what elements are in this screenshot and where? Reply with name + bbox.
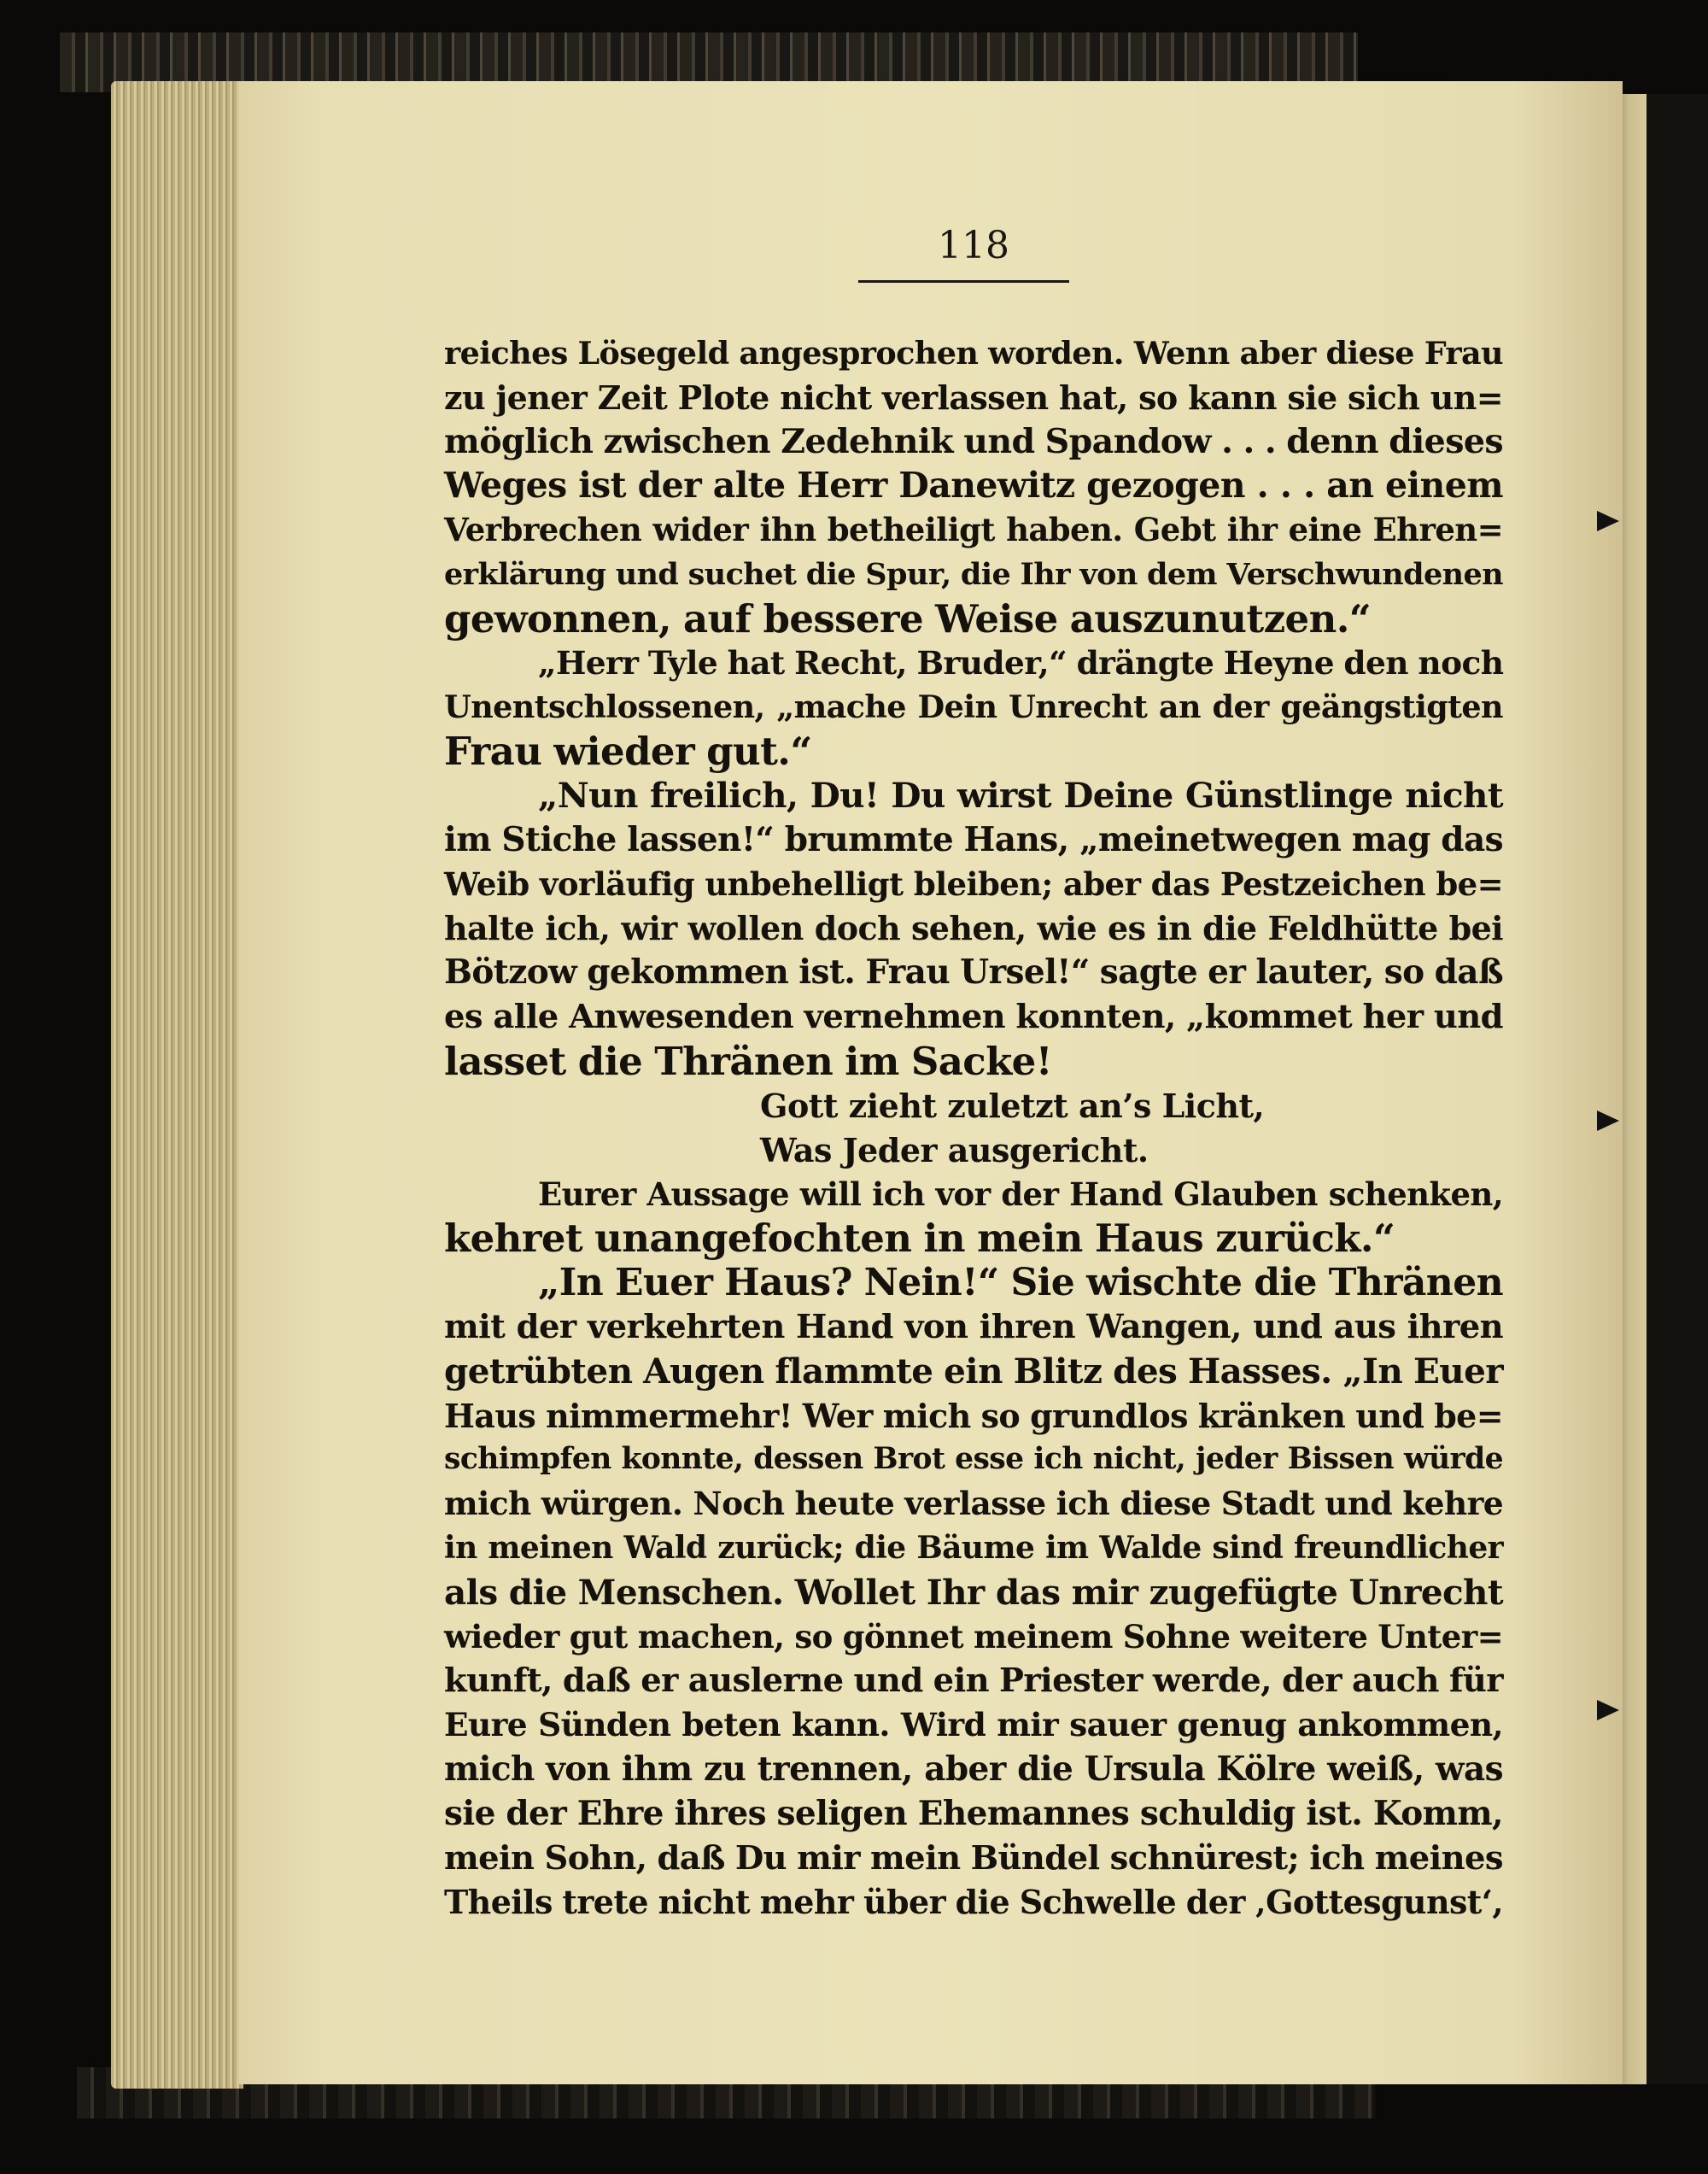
text-line: schimpfen konnte, dessen Brot esse ich nicht, jeder Bissen würde xyxy=(444,1442,1503,1477)
text-line: Verbrechen wider ihn betheiligt haben. Gebt ihr eine Ehren= xyxy=(444,511,1503,549)
text-line: es alle Anwesenden vernehmen konnten, „kommet her und xyxy=(444,997,1503,1036)
verse-line: Was Jeder ausgericht. xyxy=(760,1130,1149,1169)
text-line: mich würgen. Noch heute verlasse ich diese Stadt und kehre xyxy=(444,1485,1503,1523)
text-line: getrübten Augen flammte ein Blitz des Hasses. „In Euer xyxy=(444,1350,1503,1392)
text-line: mit der verkehrten Hand von ihren Wangen, und aus ihren xyxy=(444,1307,1503,1346)
text-line: Haus nimmermehr! Wer mich so grundlos kränken und be= xyxy=(444,1396,1503,1435)
text-line: in meinen Wald zurück; die Bäume im Walde sind freundlicher xyxy=(444,1529,1503,1566)
text-line: lasset die Thränen im Sacke! xyxy=(444,1038,1052,1084)
text-line: möglich zwischen Zedehnik und Spandow . . . denn dieses xyxy=(444,421,1503,461)
text-line: als die Menschen. Wollet Ihr das mir zugefügte Unrecht xyxy=(444,1571,1503,1613)
text-line: Weib vorläufig unbehelligt bleiben; aber das Pestzeichen be= xyxy=(444,864,1503,903)
body-text xyxy=(444,331,1503,1925)
text-line: kehret unangefochten in mein Haus zurück.“ xyxy=(444,1216,1395,1262)
text-line: „Herr Tyle hat Recht, Bruder,“ drängte Heyne den noch xyxy=(538,643,1504,682)
text-line: „Nun freilich, Du! Du wirst Deine Günstlinge nicht xyxy=(538,774,1503,816)
text-line: Weges ist der alte Herr Danewitz gezogen . . . an einem xyxy=(444,465,1503,507)
text-line: gewonnen, auf bessere Weise auszunutzen.“ xyxy=(444,595,1372,642)
page-nick-mark xyxy=(1597,1700,1619,1720)
text-line: halte ich, wir wollen doch sehen, wie es in die Feldhütte bei xyxy=(444,909,1503,948)
page-number: 118 xyxy=(938,224,1009,267)
text-line: sie der Ehre ihres seligen Ehemannes schuldig ist. Komm, xyxy=(444,1793,1503,1833)
text-line: mein Sohn, daß Du mir mein Bündel schnürest; ich meines xyxy=(444,1838,1503,1878)
text-line: im Stiche lassen!“ brummte Hans, „meinetwegen mag das xyxy=(444,819,1503,859)
text-line: Eure Sünden beten kann. Wird mir sauer genug ankommen, xyxy=(444,1706,1503,1744)
page-number-rule xyxy=(858,280,1069,283)
text-line: zu jener Zeit Plote nicht verlassen hat, so kann sie sich un= xyxy=(444,378,1503,417)
background-dark-strip xyxy=(1647,94,1708,2084)
page-nick-mark xyxy=(1597,1110,1619,1131)
text-line: „In Euer Haus? Nein!“ Sie wischte die Thränen xyxy=(538,1261,1503,1305)
text-line: Unentschlossenen, „mache Dein Unrecht an der geängstigten xyxy=(444,689,1503,726)
text-line: Frau wieder gut.“ xyxy=(444,729,812,775)
text-line: mich von ihm zu trennen, aber die Ursula Kölre weiß, was xyxy=(444,1749,1503,1789)
text-line: Eurer Aussage will ich vor der Hand Glauben schenken, xyxy=(538,1175,1503,1213)
text-line: wieder gut machen, so gönnet meinem Sohne weitere Unter= xyxy=(444,1617,1503,1655)
page-stack-edge xyxy=(111,81,243,2089)
page-nick-mark xyxy=(1597,511,1619,531)
text-line: reiches Lösegeld angesprochen worden. Wenn aber diese Frau xyxy=(444,335,1503,372)
text-line: Bötzow gekommen ist. Frau Ursel!“ sagte er lauter, so daß xyxy=(444,952,1503,993)
verse-line: Gott zieht zuletzt an’s Licht, xyxy=(760,1086,1265,1125)
text-line: kunft, daß er auslerne und ein Priester werde, der auch für xyxy=(444,1661,1503,1701)
text-line: erklärung und suchet die Spur, die Ihr von dem Verschwundenen xyxy=(444,556,1503,592)
text-line: Theils trete nicht mehr über die Schwelle der ‚Gottesgunst‘, xyxy=(444,1883,1503,1922)
